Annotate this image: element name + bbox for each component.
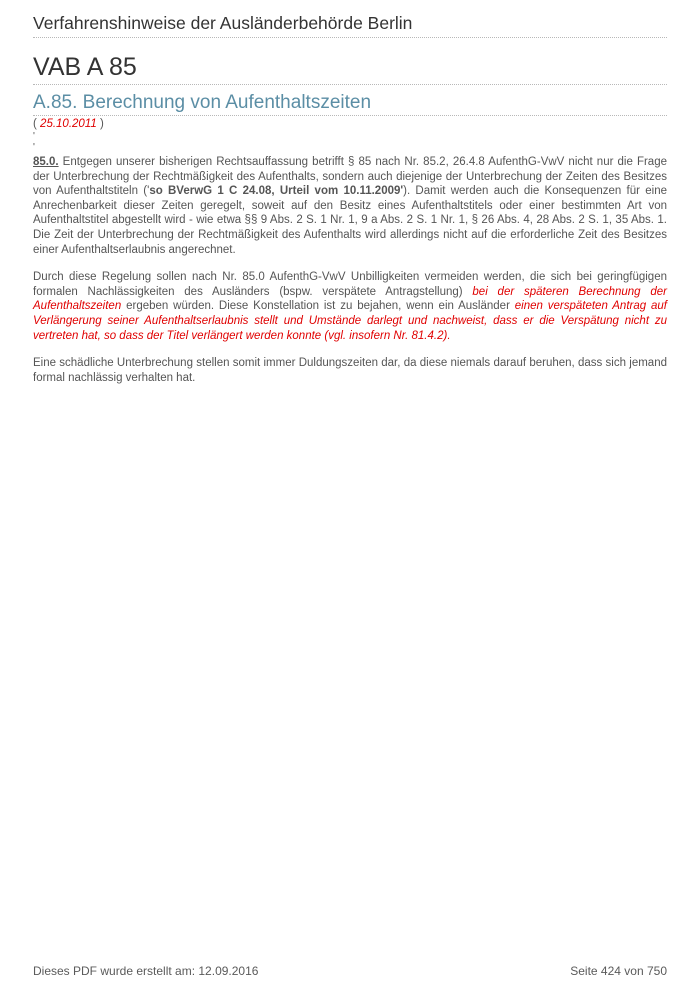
tick-mark: ' xyxy=(33,131,35,142)
paragraph-text: Eine schädliche Unterbrechung stellen somit immer Duldungszeiten dar, da diese niemals darauf beruhen, dass sich jemand formal nachlässig verhalten hat. xyxy=(33,357,667,384)
red-emphasis: bei der späteren Berechnung der Aufenthaltszeiten xyxy=(33,285,667,313)
court-citation: so BVerwG 1 C 24.08, Urteil vom 10.11.2009' xyxy=(149,185,404,198)
tick-mark: ' xyxy=(33,142,35,153)
paragraph-duldung xyxy=(33,356,667,385)
paragraph-text: Durch diese Regelung sollen nach Nr. 85.0 AufenthG-VwV Unbilligkeiten vermeiden werden, die sich bei geringfügigen formalen Nachlässigkeiten des Ausländers (bspw. verspätete Antragstellung) xyxy=(33,271,667,298)
paragraph-text: Entgegen unserer bisherigen Rechtsauffassung betrifft § 85 nach Nr. 85.2, 26.4.8 AufenthG-VwV nicht nur die Frage der Unterbrechung der Rechtmäßigkeit des Aufenthalts, sondern auch diejenige der Unterbrechung der Zeiten des Besitzes von Aufenthaltstiteln (' xyxy=(33,156,667,198)
paragraph-85-0 xyxy=(33,155,667,257)
date-close-paren: ) xyxy=(99,118,104,130)
footer-created-date: Dieses PDF wurde erstellt am: 12.09.2016 xyxy=(33,964,259,978)
paragraph-text: ). Damit werden auch die Konsequenzen für eine Anrechenbarkeit dieser Zeiten geregelt, soweit auf den Besitz eines Aufenthaltstitels oder einer bestimmten Art von Aufenthaltstitel abgestellt wird - wie etwa §§ 9 Abs. 2 S. 1 Nr. 1, 9 a Abs. 2 S. 1 Nr. 1, § 26 Abs. 4, 28 Abs. 2 S. 1, 35 Abs. 1. Die Zeit der Unterbrechung der Rechtmäßigkeit des Aufenthalts wird allerdings nicht auf die erforderliche Zeit des Besitzes einer Aufenthaltserlaubnis angerechnet. xyxy=(33,185,667,256)
paragraph-text: ergeben würden. Diese Konstellation ist zu bejahen, wenn ein Ausländer xyxy=(121,300,515,313)
section-title: A.85. Berechnung von Aufenthaltszeiten xyxy=(33,92,372,113)
document-title: VAB A 85 xyxy=(33,53,137,81)
header-title: Verfahrenshinweise der Ausländerbehörde Berlin xyxy=(33,13,413,33)
date-open-paren: ( xyxy=(33,118,37,130)
date-value: 25.10.2011 xyxy=(40,118,97,130)
red-emphasis: einen verspäteten Antrag auf Verlängerung seiner Aufenthaltserlaubnis stellt und Umstände darlegt und nachweist, dass er die Verspätung nicht zu vertreten hat, so dass der Titel verlängert werden konnte (vgl. insofern Nr. 81.4.2). xyxy=(33,300,667,342)
footer-page-number: Seite 424 von 750 xyxy=(570,964,667,978)
date-line xyxy=(33,118,104,130)
section-divider xyxy=(33,115,667,116)
content-body xyxy=(33,155,667,398)
paragraph-number: 85.0. xyxy=(33,156,59,168)
title-divider xyxy=(33,84,667,85)
paragraph-regelung xyxy=(33,270,667,343)
header-divider xyxy=(33,37,667,38)
